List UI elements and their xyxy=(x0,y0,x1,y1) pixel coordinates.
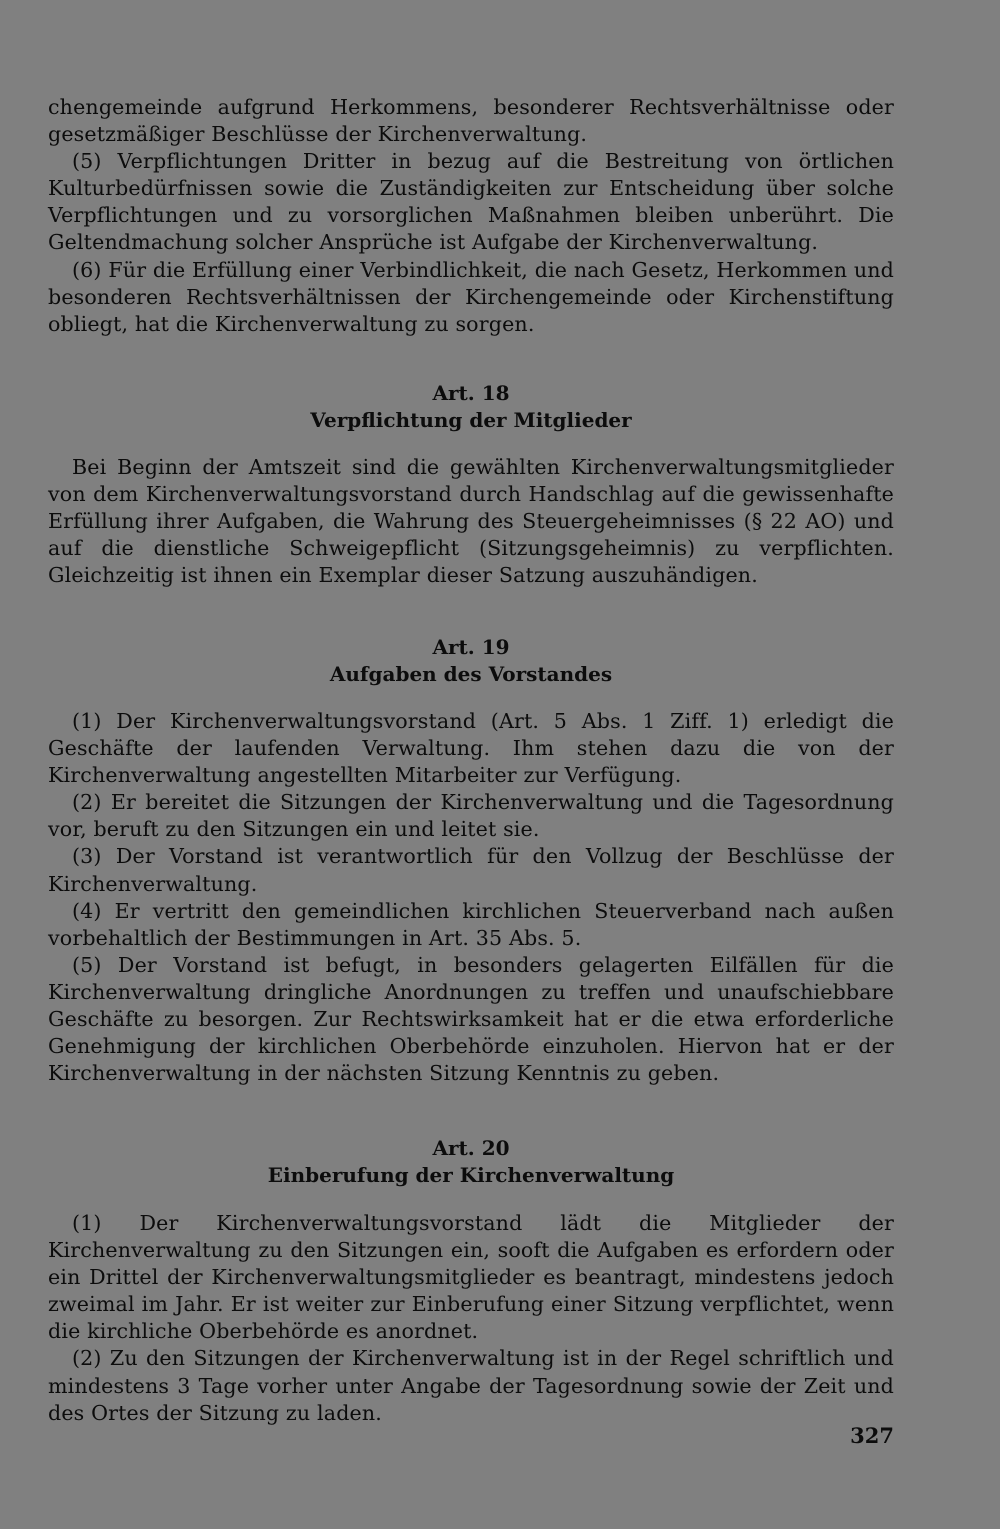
paragraph: (6) Für die Erfüllung einer Verbindlichkeit, die nach Gesetz, Herkommen und besonderen Rechtsverhältnissen der Kirchengemeinde oder Kirchenstiftung obliegt, hat die Kirchenverwaltung zu sorgen. xyxy=(48,257,894,336)
paragraph: chengemeinde aufgrund Herkommens, besonderer Rechtsverhältnisse oder gesetzmäßiger Beschlüsse der Kirchenverwaltung. xyxy=(48,95,894,147)
article-title: Verpflichtung der Mitglieder xyxy=(310,408,632,432)
paragraph: (3) Der Vorstand ist verantwortlich für den Vollzug der Beschlüsse der Kirchenverwaltung. xyxy=(48,844,894,896)
article-body-20 xyxy=(48,1210,894,1427)
paragraph: (2) Er bereitet die Sitzungen der Kirchenverwaltung und die Tagesordnung vor, beruft zu den Sitzungen ein und leitet sie. xyxy=(48,790,894,842)
continued-section-text xyxy=(48,94,894,338)
paragraph: (1) Der Kirchenverwaltungsvorstand lädt die Mitglieder der Kirchenverwaltung zu den Sitzungen ein, sooft die Aufgaben es erfordern oder ein Drittel der Kirchenverwaltungsmitglieder es beantragt, mindestens jedoch zweimal im Jahr. Er ist weiter zur Einberufung einer Sitzung verpflichtet, wenn die kirchliche Oberbehörde es anordnet. xyxy=(48,1211,894,1344)
article-title: Einberufung der Kirchenverwaltung xyxy=(267,1163,675,1187)
article-body-18 xyxy=(48,454,894,589)
paragraph: (4) Er vertritt den gemeindlichen kirchlichen Steuerverband nach außen vorbehaltlich der Bestimmungen in Art. 35 Abs. 5. xyxy=(48,898,894,950)
page-number: 327 xyxy=(850,1423,894,1448)
paragraph: (5) Der Vorstand ist befugt, in besonders gelagerten Eilfällen für die Kirchenverwaltung dringliche Anordnungen zu treffen und unaufschiebbare Geschäfte zu besorgen. Zur Rechtswirksamkeit hat er die etwa erforderliche Genehmigung der kirchlichen Oberbehörde einzuholen. Hiervon hat er der Kirchenverwaltung in der nächsten Sitzung Kenntnis zu geben. xyxy=(48,952,894,1086)
article-title: Aufgaben des Vorstandes xyxy=(329,662,613,686)
article-number: Art. 20 xyxy=(432,1136,510,1160)
paragraph: (5) Verpflichtungen Dritter in bezug auf die Bestreitung von örtlichen Kulturbedürfnissen sowie die Zuständigkeiten zur Entscheidung über solche Verpflichtungen und zu vorsorglichen Maßnahmen bleiben unberührt. Die Geltendmachung solcher Ansprüche ist Aufgabe der Kirchenverwaltung. xyxy=(48,149,894,255)
article-number: Art. 18 xyxy=(432,381,510,405)
article-heading-18 xyxy=(48,380,894,434)
paragraph: Bei Beginn der Amtszeit sind die gewählten Kirchenverwaltungsmitglieder von dem Kirchenverwaltungsvorstand durch Handschlag auf die gewissenhafte Erfüllung ihrer Aufgaben, die Wahrung des Steuergeheimnisses (§ 22 AO) und auf die dienstliche Schweigepflicht (Sitzungsgeheimnis) zu verpflichten. Gleichzeitig ist ihnen ein Exemplar dieser Satzung auszuhändigen. xyxy=(48,455,894,588)
article-body-19 xyxy=(48,708,894,1087)
article-heading-20 xyxy=(48,1135,894,1189)
article-number: Art. 19 xyxy=(432,635,510,659)
article-heading-19 xyxy=(48,634,894,688)
paragraph: (2) Zu den Sitzungen der Kirchenverwaltung ist in der Regel schriftlich und mindestens 3 Tage vorher unter Angabe der Tagesordnung sowie der Zeit und des Ortes der Sitzung zu laden. xyxy=(48,1346,894,1425)
paragraph: (1) Der Kirchenverwaltungsvorstand (Art. 5 Abs. 1 Ziff. 1) erledigt die Geschäfte der laufenden Verwaltung. Ihm stehen dazu die von der Kirchenverwaltung angestellten Mitarbeiter zur Verfügung. xyxy=(48,709,894,788)
